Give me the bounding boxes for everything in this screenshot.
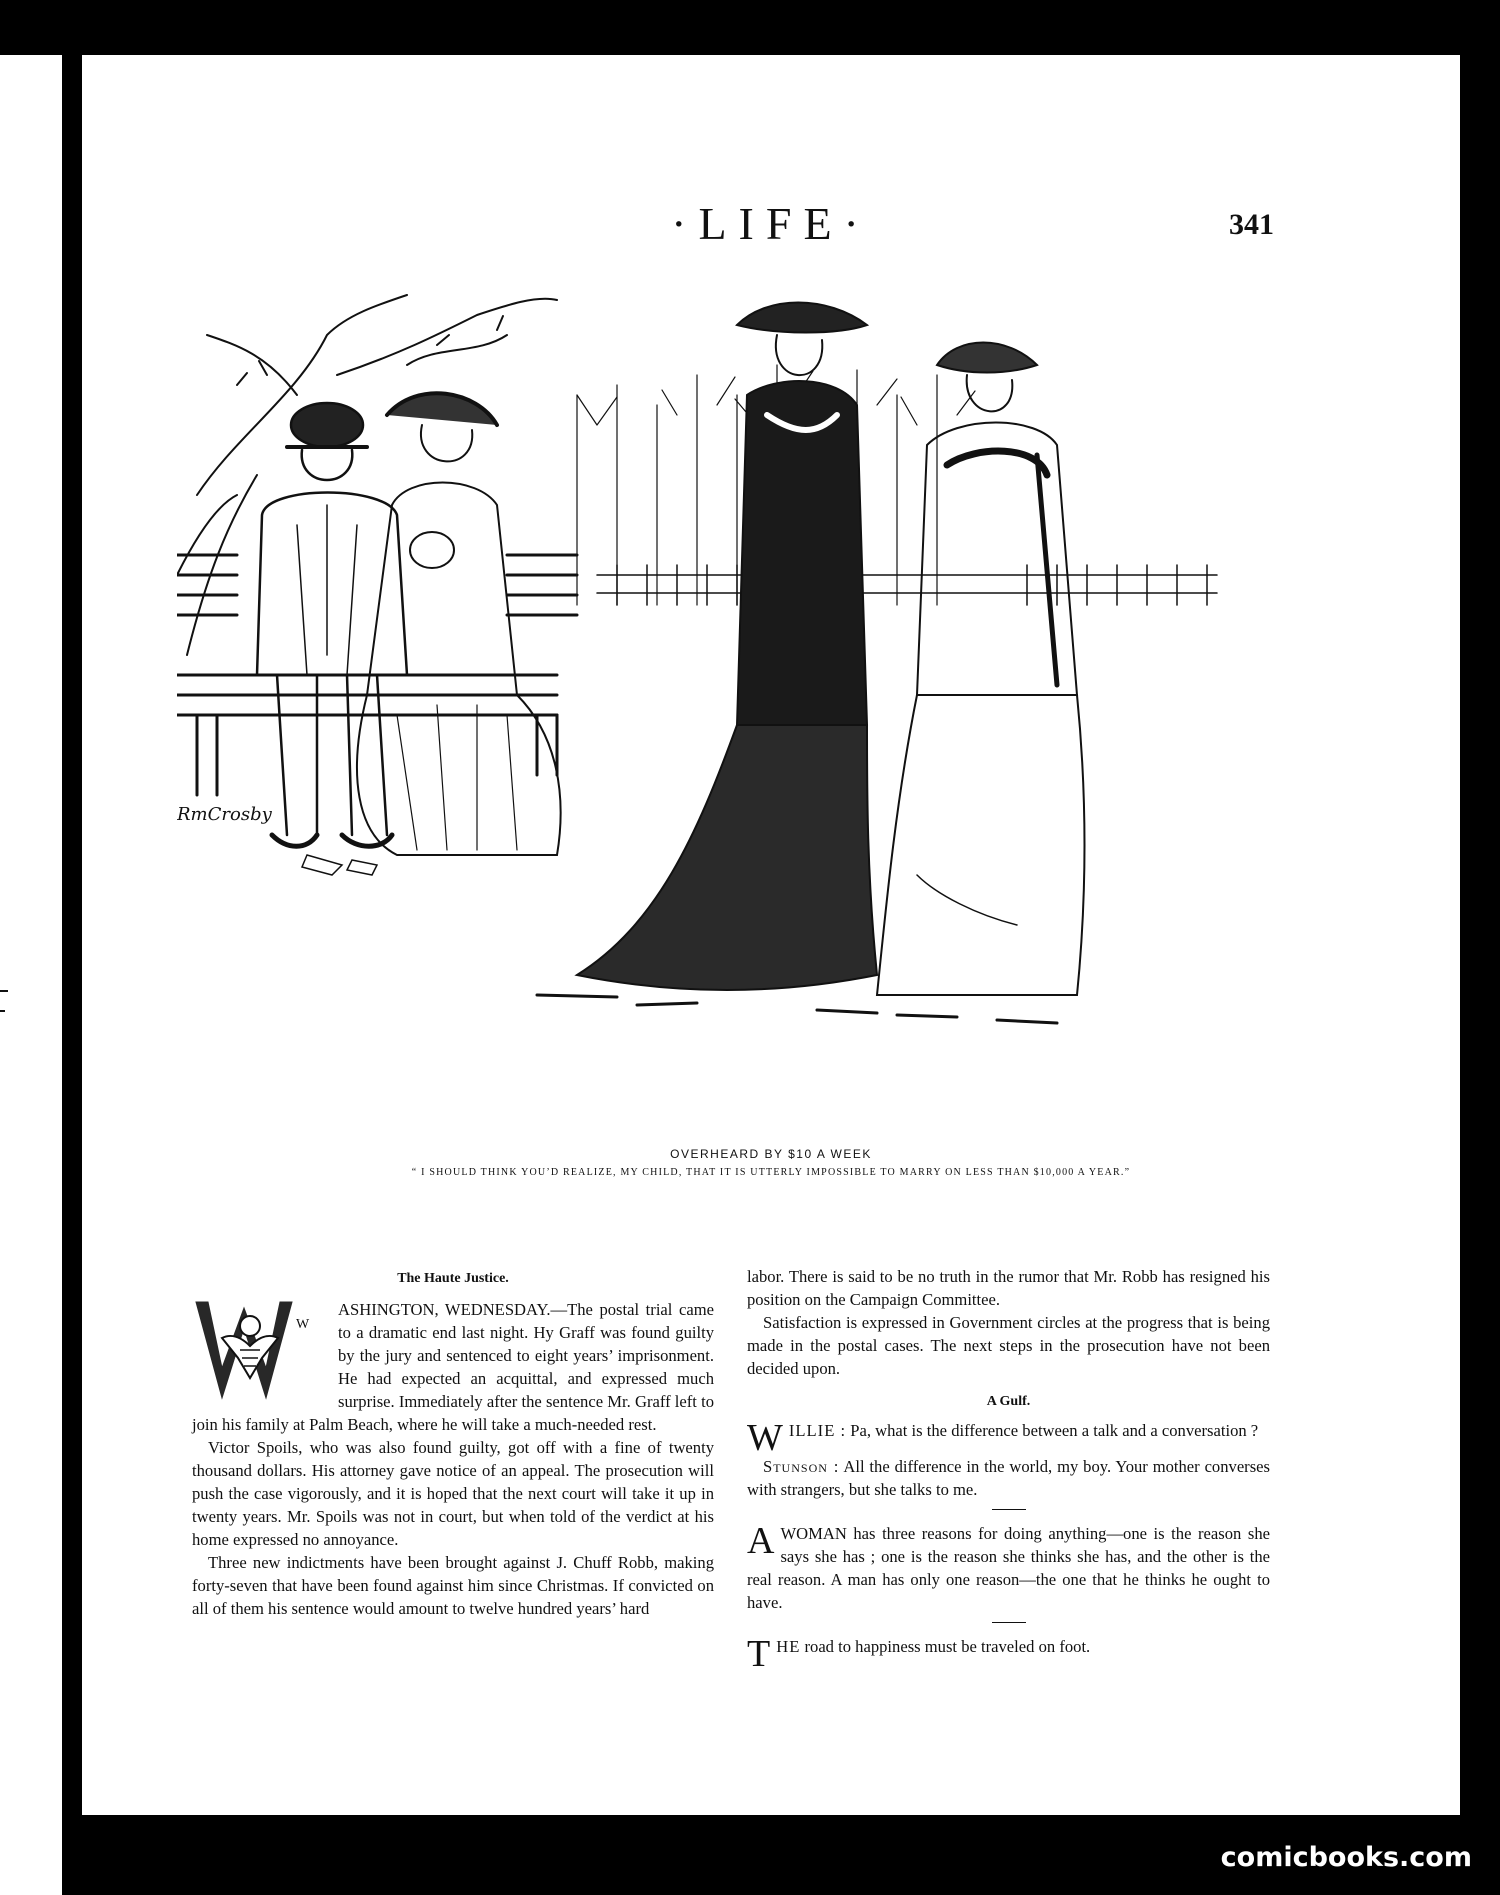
site-watermark: comicbooks.com (1220, 1842, 1472, 1873)
article-paragraph: labor. There is said to be no truth in the rumor that Mr. Robb has resigned his position on the Campaign Committee. (747, 1267, 1270, 1309)
right-column (747, 1265, 1270, 1675)
left-column (192, 1267, 714, 1620)
dialogue-stunson (747, 1455, 1270, 1501)
standing-woman-light (877, 343, 1085, 996)
park-fence (597, 565, 1217, 605)
seated-man (257, 403, 407, 875)
article-title-gulf: A Gulf. (986, 1394, 1031, 1409)
article-title-haute-justice: The Haute Justice. (397, 1271, 509, 1286)
paragraph-text: road to happiness must be traveled on foot. (800, 1637, 1091, 1656)
paragraph-text: has three reasons for doing anything—one is the reason she says she has ; one is the reason she thinks she has, and the other is the real reason. A man has only one reason—the one that he thinks he ought to have. (747, 1524, 1270, 1612)
article-paragraph: Victor Spoils, who was also found guilty, got off with a fine of twenty thousand dollars. His attorney gave notice of an appeal. The prosecution will push the case vigorously, and it is hoped that the next court will take it up in twenty years. Mr. Spoils was not in court, but when told of the verdict at his home expressed no annoyance. (192, 1438, 714, 1549)
caption-quote: “ I SHOULD THINK YOU’D REALIZE, MY CHILD, THAT IT IS UTTERLY IMPOSSIBLE TO MARRY ON LESS THAN $10,000 A YEAR.” (411, 1167, 1131, 1178)
edge-mark (0, 990, 8, 992)
magazine-page (82, 55, 1460, 1815)
lead-word: HE (776, 1637, 801, 1656)
artist-signature: RmCrosby (177, 804, 272, 825)
section-divider (992, 1622, 1026, 1623)
article-paragraph: Three new indictments have been brought against J. Chuff Robb, making forty-seven that have been found against him since Christmas. If convicted on all of them his sentence would amount to twelve hundred years’ hard (192, 1553, 714, 1618)
speaker-name: ILLIE : (788, 1421, 847, 1440)
caption-title: OVERHEARD BY $10 A WEEK (670, 1147, 872, 1161)
masthead: ·LIFE· (671, 198, 871, 249)
dropcap-letter: A (747, 1520, 775, 1562)
seated-woman (357, 393, 561, 855)
ground-shadows (537, 995, 1057, 1023)
dropcap-letter: W (296, 1317, 310, 1332)
article-paragraph: ASHINGTON, WEDNESDAY.—The postal trial came to a dramatic end last night. Hy Graff was found guilty by the jury and sentenced to eight years’ imprisonment. He had expected an acquittal, and expressed much surprise. Immediately after the sentence Mr. Graff left to join his family at Palm Beach, where he will take a much-needed rest. (192, 1300, 714, 1434)
page-number: 341 (1229, 208, 1274, 241)
dropcap-eagle (192, 1298, 332, 1404)
edge-mark (0, 1010, 5, 1012)
article-paragraph: Satisfaction is expressed in Government circles at the progress that is being made in the postal cases. The next steps in the prosecution have not been decided upon. (747, 1313, 1270, 1378)
facing-page-edge (0, 55, 62, 1895)
dialogue-text: All the difference in the world, my boy. Your mother converses with strangers, but she talks to me. (747, 1457, 1270, 1499)
speaker-name: Stunson : (763, 1457, 840, 1476)
standing-woman-dark (577, 303, 877, 991)
paragraph-woman-reasons (747, 1522, 1270, 1614)
dropcap-letter: T (747, 1633, 771, 1675)
tree-branches (177, 295, 557, 655)
paragraph-road-happiness (747, 1633, 1270, 1675)
section-divider (992, 1509, 1026, 1510)
dropcap-letter: W (747, 1417, 783, 1459)
lead-word: WOMAN (780, 1524, 847, 1543)
park-bench-illustration (177, 275, 1337, 1195)
dialogue-willie (747, 1417, 1270, 1459)
dialogue-text: Pa, what is the difference between a talk and a conversation ? (846, 1421, 1259, 1440)
